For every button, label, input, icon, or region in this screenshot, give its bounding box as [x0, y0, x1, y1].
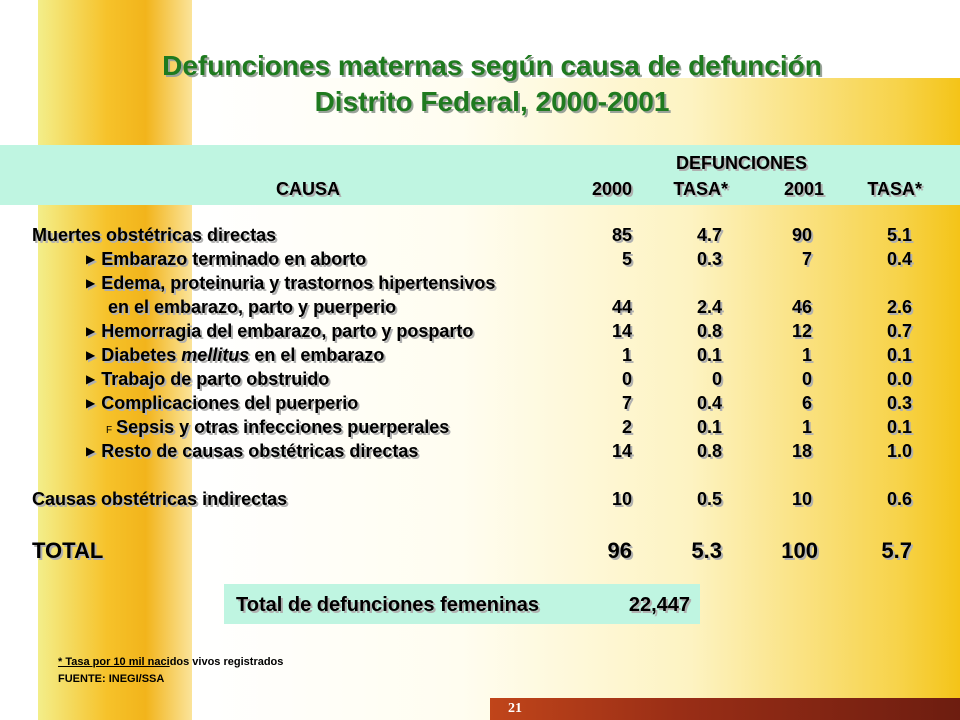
row-2001: 7 [801, 249, 812, 269]
table-row [86, 440, 418, 464]
row-label: Resto de causas obstétricas directas [101, 441, 419, 461]
row-label: Sepsis y otras infecciones puerperales [116, 417, 450, 437]
row-tasa-2001: 0.0 [886, 369, 912, 389]
row-tasa-2001: 0.6 [886, 489, 912, 509]
row-tasa-2000: 4.7 [696, 225, 722, 245]
table-row [86, 392, 358, 416]
row-tasa-2001: 0.1 [886, 345, 912, 365]
row-2000: 1 [621, 345, 632, 365]
table-row [86, 248, 366, 272]
row-tasa-2001: 1.0 [886, 441, 912, 461]
slide-title [0, 48, 960, 120]
right-triangle-icon: ▶ [86, 276, 96, 290]
summary-value: 22,447 [628, 594, 690, 616]
row-tasa-2001: 2.6 [886, 297, 912, 317]
header-tasa-2000: TASA* [673, 179, 728, 199]
total-tasa-2001: 5.7 [881, 538, 912, 563]
table-row [86, 272, 495, 296]
footer-bar [490, 698, 960, 720]
row-tasa-2000: 0.1 [696, 345, 722, 365]
row-tasa-2001: 0.7 [886, 321, 912, 341]
row-2001: 90 [791, 225, 812, 245]
row-tasa-2000: 0.8 [696, 441, 722, 461]
tasa-note-suffix: dos vivos registrados [169, 656, 284, 668]
row-tasa-2001: 0.3 [886, 393, 912, 413]
row-2000: 0 [621, 369, 632, 389]
summary-label: Total de defunciones femeninas [236, 594, 540, 616]
right-triangle-icon: ▶ [86, 348, 96, 362]
row-2001: 1 [801, 345, 812, 365]
header-tasa-2001: TASA* [867, 179, 922, 199]
row-2000: 2 [621, 417, 632, 437]
table-row [106, 416, 449, 442]
right-triangle-icon: ▶ [86, 252, 96, 266]
title-line-2: Distrito Federal, 2000-2001 [314, 86, 670, 117]
row-label: Causas obstétricas indirectas [32, 489, 288, 509]
row-label: Embarazo terminado en aborto [101, 249, 367, 269]
row-2000: 85 [611, 225, 632, 245]
total-tasa-2000: 5.3 [691, 538, 722, 563]
row-tasa-2001: 5.1 [886, 225, 912, 245]
row-2001: 1 [801, 417, 812, 437]
row-2000: 14 [611, 441, 632, 461]
row-2000: 10 [611, 489, 632, 509]
row-2001: 18 [791, 441, 812, 461]
row-tasa-2000: 0 [711, 369, 722, 389]
tasa-note [58, 655, 283, 669]
row-2001: 10 [791, 489, 812, 509]
table-row [86, 368, 329, 392]
header-causa: CAUSA [276, 179, 341, 199]
total-label: TOTAL [32, 538, 104, 563]
table-row [86, 344, 384, 368]
row-label: Muertes obstétricas directas [32, 225, 277, 245]
row-tasa-2000: 0.1 [696, 417, 722, 437]
row-label-post: en el embarazo [254, 345, 385, 365]
row-label-pre: Diabetes [101, 345, 177, 365]
row-tasa-2000: 2.4 [696, 297, 722, 317]
row-tasa-2000: 0.8 [696, 321, 722, 341]
total-2000: 96 [607, 538, 632, 563]
title-line-1: Defunciones maternas según causa de defunción [162, 50, 822, 81]
row-2000: 44 [611, 297, 632, 317]
row-tasa-2000: 0.5 [696, 489, 722, 509]
row-tasa-2000: 0.4 [696, 393, 722, 413]
row-2000: 5 [621, 249, 632, 269]
row-2001: 12 [791, 321, 812, 341]
row-tasa-2001: 0.4 [886, 249, 912, 269]
summary-box [224, 584, 700, 624]
right-triangle-icon: ▶ [86, 324, 96, 338]
tasa-note-prefix: * Tasa por 10 mil naci [58, 656, 170, 668]
sub-marker: F [106, 425, 113, 436]
header-2000: 2000 [591, 179, 632, 199]
right-triangle-icon: ▶ [86, 444, 96, 458]
right-triangle-icon: ▶ [86, 396, 96, 410]
row-label-continued: en el embarazo, parto y puerperio [108, 297, 397, 317]
fuente-note: FUENTE: INEGI/SSA [58, 673, 165, 685]
row-label-italic: mellitus [181, 345, 250, 365]
row-2000: 14 [611, 321, 632, 341]
row-2000: 7 [621, 393, 632, 413]
row-tasa-2000: 0.3 [696, 249, 722, 269]
row-2001: 6 [801, 393, 812, 413]
page-number: 21 [508, 701, 522, 716]
row-2001: 0 [801, 369, 812, 389]
row-2001: 46 [791, 297, 812, 317]
row-label: Complicaciones del puerperio [101, 393, 359, 413]
row-label: Hemorragia del embarazo, parto y posparto [101, 321, 474, 341]
header-2001: 2001 [783, 179, 824, 199]
header-defunciones: DEFUNCIONES [676, 153, 808, 173]
table-row [86, 320, 473, 344]
row-tasa-2001: 0.1 [886, 417, 912, 437]
total-2001: 100 [781, 538, 818, 563]
row-label: Edema, proteinuria y trastornos hipertensivos [101, 273, 496, 293]
row-label: Trabajo de parto obstruido [101, 369, 330, 389]
right-triangle-icon: ▶ [86, 372, 96, 386]
